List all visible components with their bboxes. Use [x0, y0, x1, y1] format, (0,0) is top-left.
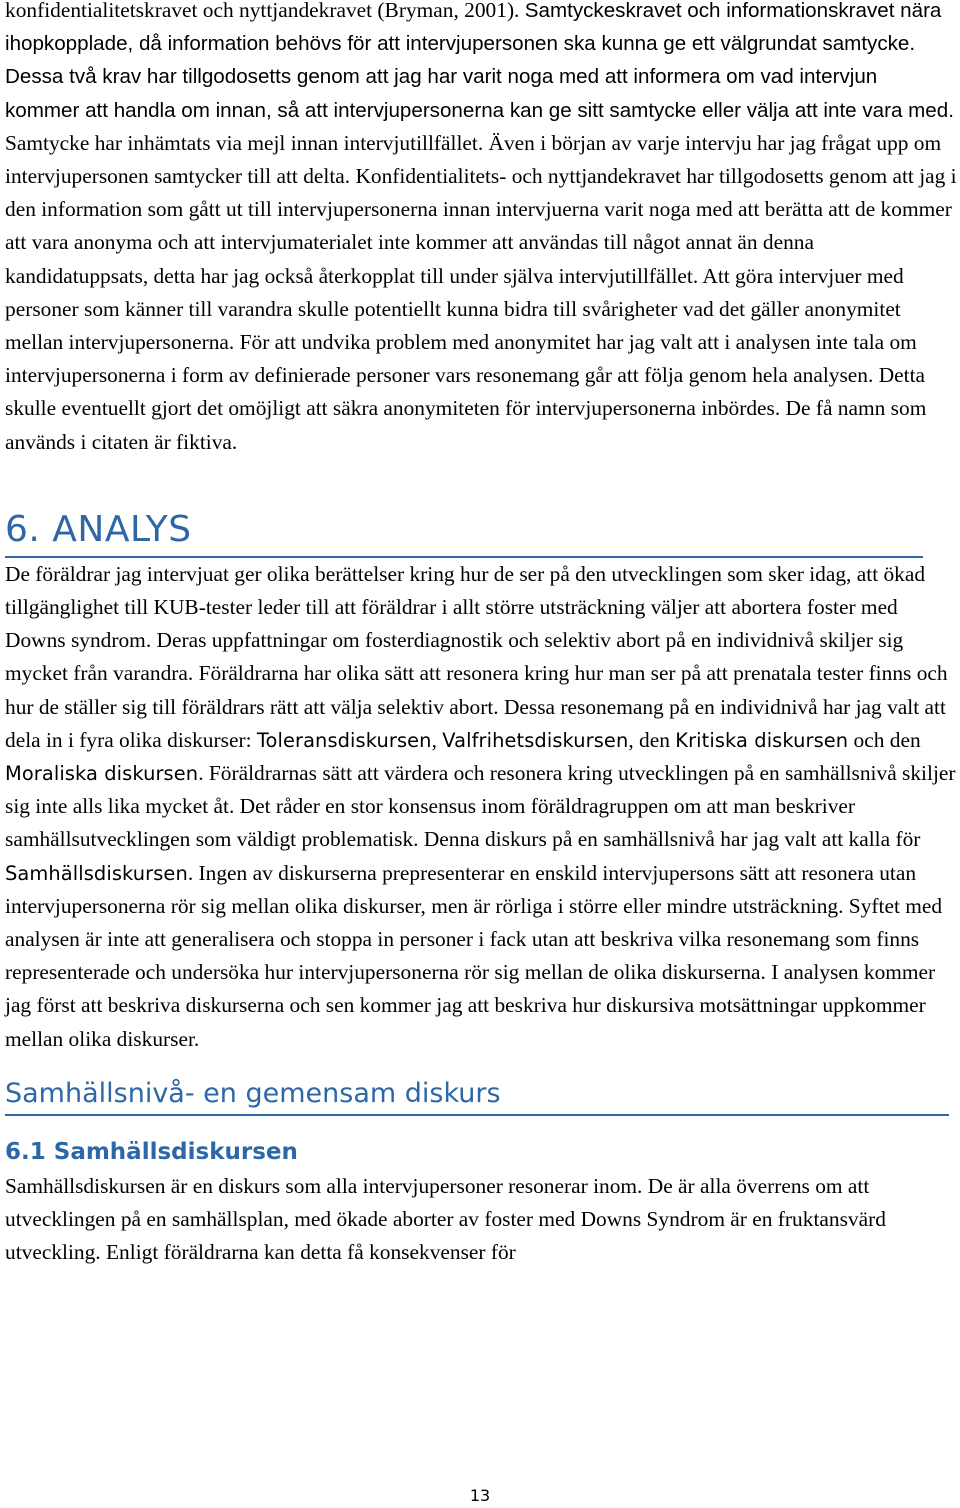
discourse-name: Samhällsdiskursen [5, 861, 188, 885]
subsubsection-heading: 6.1 Samhällsdiskursen [5, 1138, 298, 1165]
analys-segment: . Ingen av diskurserna prepresenterar en enskild intervjupersons sätt att resonera utan intervjupersonerna rör sig mellan olika diskurser, men är rörliga i större eller mindre utsträckning. Syftet med analysen är inte att generalisera och stoppa in personer i fack utan att beskriva vilka resonemang som finns representerade och undersöka hur intervjupersonerna rör sig mellan de olika diskurserna. I analysen kommer jag först att beskriva diskurserna och sen kommer jag att beskriva hur diskursiva motsättningar uppkommer mellan olika diskurser. [5, 860, 943, 1051]
intro-segment-2: Samtyckeskravet och informationskravet nära ihopkopplade, då information behövs för att intervjupersonen ska kunna ge ett välgrundat samtycke. Dessa två krav har tillgodosetts genom att jag har varit noga med att informera om vad intervjun kommer att handla om innan, så att intervjupersonerna kan ge sitt samtycke eller välja att inte vara med. [5, 0, 954, 122]
samhallsdiskursen-paragraph: Samhällsdiskursen är en diskurs som alla intervjupersoner resonerar inom. De är alla överrens om att utvecklingen på en samhällsplan, med ökade aborter av foster med Downs Syndrom är en fruktansvärd utveckling. Enligt föräldrarna kan detta få konsekvenser för [5, 1173, 886, 1265]
discourse-name: Kritiska diskursen [675, 728, 849, 752]
analys-segment: och den [848, 727, 921, 752]
discourse-name: Valfrihetsdiskursen [442, 728, 629, 752]
section-heading-analys: 6. ANALYS [5, 508, 923, 558]
analys-segment: . Föräldrarnas sätt att värdera och resonera kring utvecklingen på en samhällsnivå skiljer sig inte alls lika mycket åt. Det råder en stor konsensus inom föräldragruppen om att man beskriver samhällsutvecklingen som väldigt problematisk. Denna diskurs på en samhällsnivå har jag valt att kalla för [5, 761, 956, 852]
intro-paragraph [5, 0, 957, 459]
intro-segment-3: Samtycke har inhämtats via mejl innan intervjutillfället. Även i början av varje intervju har jag frågat upp om intervjupersonen samtycker till att delta. Konfidentialitets- och nyttjandekravet har tillgodosetts genom att jag i den information som gått ut till intervjupersonerna innan intervjuerna varit noga med att berätta att de kommer att vara anonyma och att intervjumaterialet inte kommer att användas till något annat än denna kandidatuppsats, detta har jag också återkopplat till under själva intervjutillfället. Att göra intervjuer med personer som känner till varandra skulle potentiellt kunna bidra till svårigheter vad det gäller anonymitet mellan intervjupersonerna. För att undvika problem med anonymitet har jag valt att i analysen inte tala om intervjupersonerna i form av definierade personer vars resonemang går att följa genom hela analysen. Detta skulle eventuellt gjort det omöjligt att säkra anonymiteten för intervjupersonerna inbördes. De få namn som används i citaten är fiktiva. [5, 130, 957, 454]
analys-paragraph [5, 558, 957, 1056]
intro-segment-1: konfidentialitetskravet och nyttjandekravet (Bryman, 2001). [5, 0, 525, 22]
page-number: 13 [469, 1486, 491, 1505]
analys-segment: , den [628, 727, 676, 752]
discourse-name: Moraliska diskursen [5, 762, 199, 786]
analys-segment: , [431, 727, 443, 752]
document-page [5, 0, 957, 1270]
subsection-heading: Samhällsnivå- en gemensam diskurs [5, 1076, 949, 1116]
analys-segment: De föräldrar jag intervjuat ger olika berättelser kring hur de ser på den utvecklingen som sker idag, att ökad tillgänglighet till KUB-tester leder till att föräldrar i allt större utsträckning väljer att abortera foster med Downs syndrom. Deras uppfattningar om fosterdiagnostik och selektiv abort på en individnivå skiljer sig mycket från varandra. Föräldrarna har olika sätt att resonera kring hur man ser på att prenatala tester finns och hur de ställer sig till föräldrars rätt att välja selektiv abort. Dessa resonemang på en individnivå har jag valt att dela in i fyra olika diskurser: [5, 561, 948, 752]
discourse-name: Toleransdiskursen [256, 728, 432, 752]
